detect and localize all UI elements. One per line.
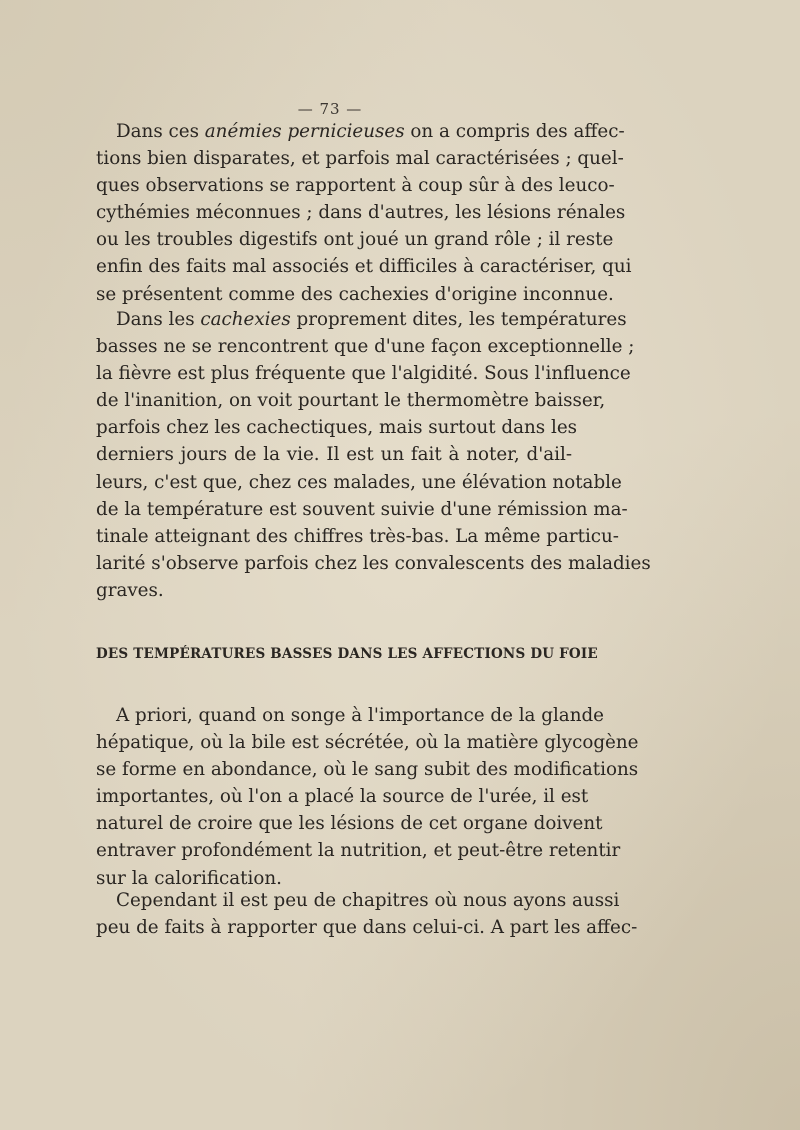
text-line: sur la calorification.	[96, 867, 282, 889]
paragraph-a-priori	[96, 702, 639, 892]
text-line: tions bien disparates, et parfois mal caractérisées ; quel-	[96, 148, 624, 170]
text-line: se présentent comme des cachexies d'origine inconnue.	[96, 283, 614, 305]
text-line: naturel de croire que les lésions de cet organe doivent	[96, 813, 603, 835]
text-line: tinale atteignant des chiffres très-bas. La même particu-	[96, 525, 619, 547]
text-line: entraver profondément la nutrition, et peut-être retentir	[96, 840, 621, 862]
text-line: A priori, quand on songe à l'importance de la glande	[116, 705, 604, 726]
paragraph-anemies	[96, 118, 632, 308]
text-line: ou les troubles digestifs ont joué un grand rôle ; il reste	[96, 229, 614, 251]
paragraph-cependant	[96, 887, 638, 941]
text-line: hépatique, où la bile est sécrétée, où la matière glycogène	[96, 732, 639, 754]
section-heading: DES TEMPÉRATURES BASSES DANS LES AFFECTIONS DU FOIE	[96, 646, 598, 662]
text-line: peu de faits à rapporter que dans celui-ci. A part les affec-	[96, 917, 638, 939]
page-number: — 73 —	[297, 100, 363, 118]
text-line: cythémies méconnues ; dans d'autres, les lésions rénales	[96, 202, 626, 224]
text-line: Cependant il est peu de chapitres où nous ayons aussi	[116, 890, 620, 911]
text-line: Dans ces anémies pernicieuses on a compris des affec-	[116, 121, 625, 142]
text-line: enfin des faits mal associés et difficiles à caractériser, qui	[96, 256, 632, 278]
text-line: graves.	[96, 579, 164, 601]
text-line: importantes, où l'on a placé la source de l'urée, il est	[96, 786, 589, 808]
text-line: leurs, c'est que, chez ces malades, une élévation notable	[96, 471, 622, 493]
text-line: basses ne se rencontrent que d'une façon exceptionnelle ;	[96, 336, 635, 358]
text-line: parfois chez les cachectiques, mais surtout dans les	[96, 417, 578, 439]
text-line: derniers jours de la vie. Il est un fait à noter, d'ail-	[96, 444, 572, 466]
text-line: Dans les cachexies proprement dites, les températures	[116, 309, 627, 330]
text-line: se forme en abondance, où le sang subit des modifications	[96, 759, 639, 781]
paragraph-cachexies	[96, 306, 651, 604]
text-line: de la température est souvent suivie d'une rémission ma-	[96, 498, 628, 520]
text-line: la fièvre est plus fréquente que l'algidité. Sous l'influence	[96, 363, 631, 385]
text-line: ques observations se rapportent à coup sûr à des leuco-	[96, 175, 615, 197]
text-line: de l'inanition, on voit pourtant le thermomètre baisser,	[96, 390, 606, 412]
text-line: larité s'observe parfois chez les convalescents des maladies	[96, 552, 651, 574]
